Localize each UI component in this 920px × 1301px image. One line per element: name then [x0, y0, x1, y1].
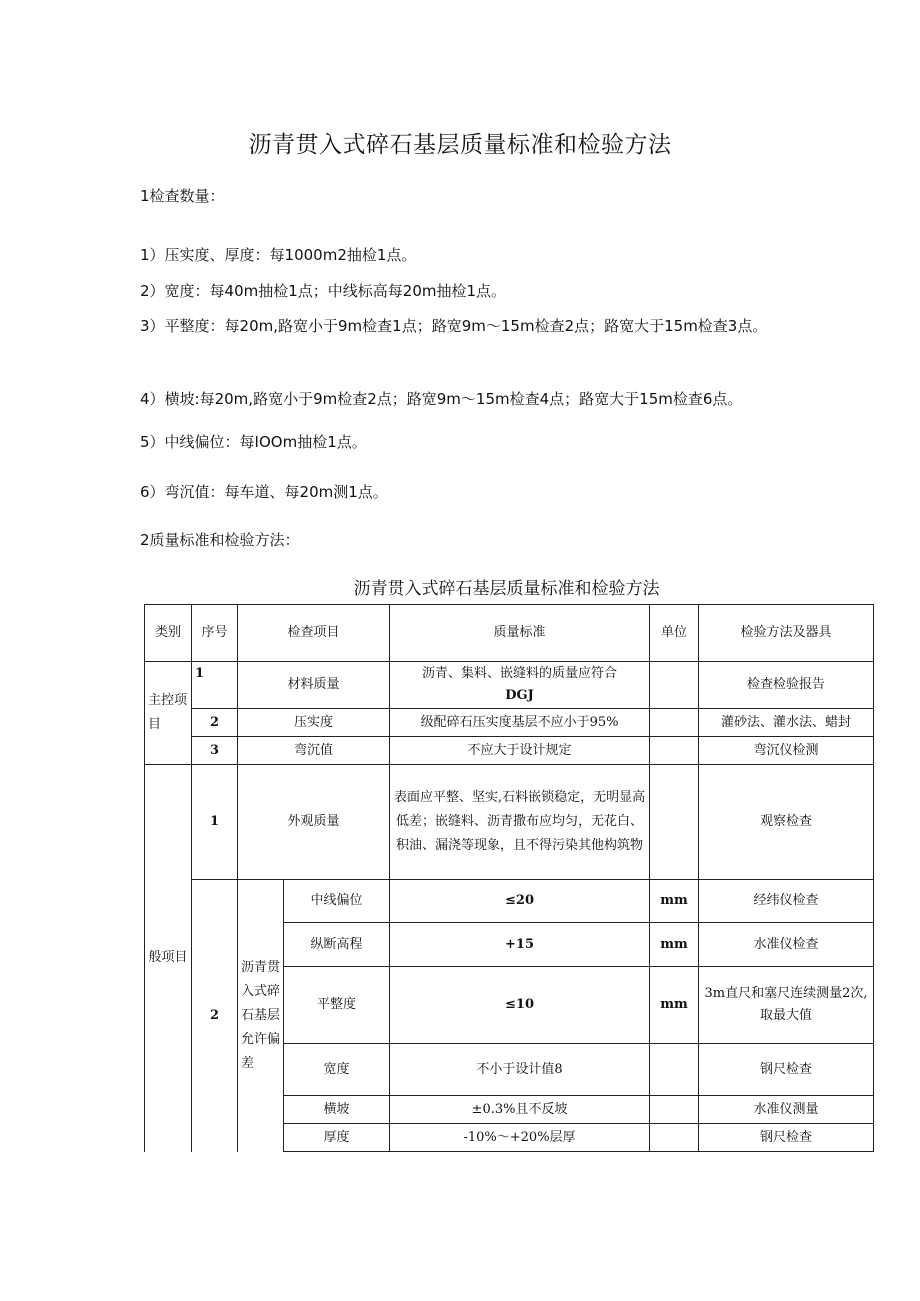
list-item: 4）横坡:每20m,路宽小于9m检查2点；路宽9m～15m检查4点；路宽大于15m检查6点。 — [140, 390, 743, 408]
row-item: 中线偏位 — [284, 880, 390, 923]
row-item: 外观质量 — [238, 765, 390, 880]
category-general: 般项目 — [145, 765, 192, 1152]
row-standard: ±0.3%且不反坡 — [390, 1096, 650, 1124]
row-method: 3m直尺和塞尺连续测量2次,取最大值 — [699, 967, 874, 1044]
table-header-row — [145, 605, 874, 662]
row-unit — [650, 737, 699, 765]
section-heading-inspection-quantity: 1检查数量： — [140, 187, 225, 205]
row-item: 宽度 — [284, 1044, 390, 1096]
list-item: 1）压实度、厚度：每1000m2抽检1点。 — [140, 246, 417, 264]
table-row — [145, 765, 874, 880]
standard-code: DGJ — [505, 688, 534, 703]
row-method: 灌砂法、灌水法、蜡封 — [699, 709, 874, 737]
row-item: 压实度 — [238, 709, 390, 737]
standard-text: 沥青、集料、嵌缝料的质量应符合 — [422, 666, 618, 681]
row-unit — [650, 1096, 699, 1124]
header-category: 类别 — [145, 605, 192, 662]
row-unit — [650, 1044, 699, 1096]
row-standard: ≤20 — [390, 880, 650, 923]
row-method: 钢尺检查 — [699, 1124, 874, 1152]
row-unit: mm — [650, 880, 699, 923]
row-standard — [390, 662, 650, 709]
table-row — [145, 880, 874, 923]
row-item: 平整度 — [284, 967, 390, 1044]
table-title: 沥青贯入式碎石基层质量标准和检验方法 — [353, 579, 660, 599]
row-method: 弯沉仪检测 — [699, 737, 874, 765]
row-item: 纵断高程 — [284, 923, 390, 967]
row-unit: mm — [650, 967, 699, 1044]
table-row — [145, 709, 874, 737]
row-item: 厚度 — [284, 1124, 390, 1152]
row-seq: 1 — [192, 765, 238, 880]
list-item: 6）弯沉值：每车道、每20m测1点。 — [140, 483, 388, 501]
section-heading-quality-standard: 2质量标准和检验方法： — [140, 531, 300, 549]
row-unit — [650, 1124, 699, 1152]
row-item: 弯沉值 — [238, 737, 390, 765]
header-seq: 序号 — [192, 605, 238, 662]
row-standard: -10%～+20%层厚 — [390, 1124, 650, 1152]
page-title: 沥青贯入式碎石基层质量标准和检验方法 — [248, 132, 672, 158]
row-unit — [650, 662, 699, 709]
row-seq: 3 — [192, 737, 238, 765]
tolerance-group-label: 沥青贯入式碎石基层允许偏差 — [238, 880, 284, 1152]
header-item: 检查项目 — [238, 605, 390, 662]
row-standard: 级配碎石压实度基层不应小于95% — [390, 709, 650, 737]
header-standard: 质量标准 — [390, 605, 650, 662]
row-method: 检查检验报告 — [699, 662, 874, 709]
list-item: 3）平整度：每20m,路宽小于9m检查1点；路宽9m～15m检查2点；路宽大于15m检查3点。 — [140, 317, 768, 335]
list-item: 5）中线偏位：每IOOm抽检1点。 — [140, 433, 367, 451]
quality-standard-table — [144, 604, 874, 1152]
header-method: 检验方法及器具 — [699, 605, 874, 662]
row-unit: mm — [650, 923, 699, 967]
header-unit: 单位 — [650, 605, 699, 662]
row-seq: 2 — [192, 709, 238, 737]
row-method: 水准仪检查 — [699, 923, 874, 967]
row-unit — [650, 709, 699, 737]
row-method: 钢尺检查 — [699, 1044, 874, 1096]
row-method: 水准仪测量 — [699, 1096, 874, 1124]
table-row — [145, 662, 874, 709]
row-item: 横坡 — [284, 1096, 390, 1124]
row-standard: 不应大于设计规定 — [390, 737, 650, 765]
row-standard: 表面应平整、坚实,石料嵌锁稳定，无明显高低差；嵌缝料、沥青撒布应均匀，无花白、积油、漏浇等现象，且不得污染其他构筑物 — [390, 765, 650, 880]
row-standard: +15 — [390, 923, 650, 967]
category-main: 主控项目 — [145, 662, 192, 765]
table-row — [145, 737, 874, 765]
list-item: 2）宽度：每40m抽检1点；中线标高每20m抽检1点。 — [140, 282, 507, 300]
row-seq: 1 — [192, 662, 238, 709]
row-method: 观察检查 — [699, 765, 874, 880]
row-seq: 2 — [192, 880, 238, 1152]
row-unit — [650, 765, 699, 880]
row-item: 材料质量 — [238, 662, 390, 709]
row-standard: 不小于设计值8 — [390, 1044, 650, 1096]
row-method: 经纬仪检查 — [699, 880, 874, 923]
row-standard: ≤10 — [390, 967, 650, 1044]
